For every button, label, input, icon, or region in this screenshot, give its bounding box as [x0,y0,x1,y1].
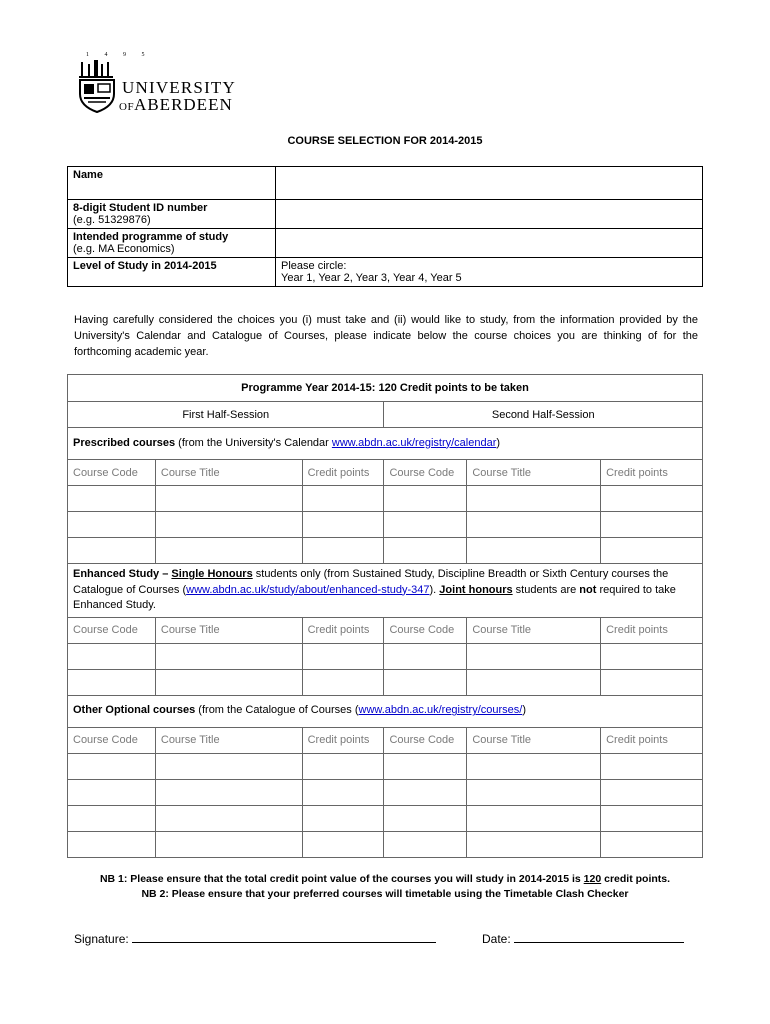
entry-cell[interactable] [155,753,302,779]
entry-cell[interactable] [155,486,302,512]
entry-cell[interactable] [302,643,384,669]
entry-cell[interactable] [384,805,467,831]
entry-cell[interactable] [467,779,601,805]
col-course-code: Course Code [384,617,467,643]
entry-cell[interactable] [68,669,156,695]
entry-cell[interactable] [68,831,156,857]
entry-cell[interactable] [467,486,601,512]
entry-cell[interactable] [302,779,384,805]
entry-cell[interactable] [68,805,156,831]
prescribed-title: Prescribed courses [73,436,176,449]
entry-cell[interactable] [601,486,703,512]
column-header-row [68,727,703,753]
col-course-title: Course Title [467,727,601,753]
course-table [67,374,703,858]
crest-icon [78,58,118,114]
enhanced-text3: students are [512,583,580,596]
entry-cell[interactable] [155,643,302,669]
page-title: COURSE SELECTION FOR 2014-2015 [287,135,483,147]
entry-cell[interactable] [68,643,156,669]
calendar-link[interactable]: www.abdn.ac.uk/registry/calendar [331,436,497,449]
enhanced-title: Enhanced Study – [73,568,172,580]
level-options[interactable]: Year 1, Year 2, Year 3, Year 4, Year 5 [281,272,462,284]
enhanced-text4: required to take Enhanced Study. [73,583,676,611]
id-field[interactable] [276,200,703,229]
table-row [68,486,703,512]
entry-cell[interactable] [68,753,156,779]
table-heading: Programme Year 2014-15: 120 Credit points to be taken [68,375,703,402]
entry-cell[interactable] [302,805,384,831]
table-row [68,512,703,538]
entry-cell[interactable] [155,669,302,695]
table-row [68,753,703,779]
entry-cell[interactable] [467,538,601,564]
entry-cell[interactable] [302,538,384,564]
single-honours-label: Single Honours [171,568,253,580]
note-1-text-a: NB 1: Please ensure that the total credit point value of the courses you will study in 2014-2015 is [99,873,584,885]
entry-cell[interactable] [601,512,703,538]
col-course-code: Course Code [68,460,156,486]
optional-section-header [68,695,703,727]
notes [0,872,770,902]
note-2: NB 2: Please ensure that your preferred courses will timetable using the Timetable Clash Checker [141,888,629,900]
enhanced-section-header [68,564,703,618]
col-course-code: Course Code [384,460,467,486]
second-half-header: Second Half-Session [384,402,703,428]
entry-cell[interactable] [467,512,601,538]
table-row [68,779,703,805]
prescribed-end: ) [496,436,501,449]
optional-end: ) [522,704,527,717]
col-credit-points: Credit points [601,727,703,753]
entry-cell[interactable] [467,669,601,695]
entry-cell[interactable] [68,486,156,512]
entry-cell[interactable] [467,805,601,831]
col-course-code: Course Code [384,727,467,753]
name-label-cell [68,167,276,200]
table-row [68,669,703,695]
entry-cell[interactable] [384,512,467,538]
entry-cell[interactable] [467,753,601,779]
col-credit-points: Credit points [302,460,384,486]
prescribed-text: (from the University's Calendar [175,436,332,449]
signature-label: Signature: [74,932,133,946]
name-field[interactable] [276,167,703,200]
enhanced-text1: students only (from Sustained Study, Discipline Breadth or Sixth Century courses the Catalogue of Courses ( [73,568,669,596]
optional-text: (from the Catalogue of Courses ( [195,704,359,717]
entry-cell[interactable] [302,753,384,779]
entry-cell[interactable] [601,779,703,805]
entry-cell[interactable] [302,486,384,512]
entry-cell[interactable] [155,831,302,857]
table-row [68,643,703,669]
id-example: (e.g. 51329876) [73,214,151,226]
logo-text-of: OF [119,101,135,113]
programme-label-cell [68,229,276,258]
col-credit-points: Credit points [601,460,703,486]
prescribed-section-header [68,428,703,460]
entry-cell[interactable] [601,831,703,857]
level-label-cell [68,258,276,287]
col-course-code: Course Code [68,617,156,643]
enhanced-study-link[interactable]: www.abdn.ac.uk/study/about/enhanced-study-347 [186,583,430,596]
table-row [68,831,703,857]
enhanced-not: not [579,583,597,596]
signature-line[interactable] [132,930,436,943]
entry-cell[interactable] [155,779,302,805]
courses-link[interactable]: www.abdn.ac.uk/registry/courses/ [358,704,523,717]
name-label: Name [73,169,103,181]
entry-cell[interactable] [384,486,467,512]
note-1 [0,872,770,887]
level-label: Level of Study in 2014-2015 [73,260,217,272]
student-info-table [67,166,703,287]
first-half-header: First Half-Session [68,402,384,428]
note-1-text-b: credit points. [601,873,671,885]
signature-row [74,930,436,946]
entry-cell[interactable] [68,512,156,538]
university-logo [78,52,248,116]
joint-honours-label: Joint honours [439,583,513,596]
col-course-title: Course Title [467,617,601,643]
programme-label: Intended programme of study [73,231,229,243]
table-row [68,805,703,831]
entry-cell[interactable] [155,512,302,538]
entry-cell[interactable] [384,779,467,805]
optional-title: Other Optional courses [73,704,196,717]
entry-cell[interactable] [467,643,601,669]
entry-cell[interactable] [601,643,703,669]
id-label: 8-digit Student ID number [73,202,208,214]
entry-cell[interactable] [601,669,703,695]
intro-paragraph: Having carefully considered the choices you (i) must take and (ii) would like to study, from the information provided by the University's Calendar and Catalogue of Courses, please indicate below the course choices you are thinking of for the forthcoming academic year. [74,314,698,358]
entry-cell[interactable] [302,512,384,538]
entry-cell[interactable] [155,538,302,564]
col-course-title: Course Title [467,460,601,486]
entry-cell[interactable] [384,753,467,779]
column-header-row [68,460,703,486]
col-course-code: Course Code [68,727,156,753]
date-label: Date: [482,932,515,946]
enhanced-text2: ). [429,583,440,596]
level-prompt: Please circle: [281,260,347,272]
entry-cell[interactable] [601,538,703,564]
level-field[interactable] [276,258,703,287]
entry-cell[interactable] [302,831,384,857]
entry-cell[interactable] [68,538,156,564]
entry-cell[interactable] [384,538,467,564]
entry-cell[interactable] [384,669,467,695]
col-course-title: Course Title [155,727,302,753]
logo-text-line1: UNIVERSITY [122,78,236,97]
entry-cell[interactable] [68,779,156,805]
logo-year: 1 4 9 5 [86,52,152,58]
table-row [68,538,703,564]
column-header-row [68,617,703,643]
col-credit-points: Credit points [302,617,384,643]
programme-example: (e.g. MA Economics) [73,243,175,255]
programme-field[interactable] [276,229,703,258]
entry-cell[interactable] [601,753,703,779]
entry-cell[interactable] [384,643,467,669]
col-course-title: Course Title [155,617,302,643]
entry-cell[interactable] [467,831,601,857]
entry-cell[interactable] [155,805,302,831]
logo-text-aberdeen: ABERDEEN [134,95,233,114]
date-row [482,930,684,946]
entry-cell[interactable] [302,669,384,695]
entry-cell[interactable] [384,831,467,857]
entry-cell[interactable] [601,805,703,831]
logo-text-line2 [119,95,233,115]
id-label-cell [68,200,276,229]
note-1-credits: 120 [583,873,602,885]
date-line[interactable] [514,930,684,943]
col-credit-points: Credit points [601,617,703,643]
col-course-title: Course Title [155,460,302,486]
col-credit-points: Credit points [302,727,384,753]
